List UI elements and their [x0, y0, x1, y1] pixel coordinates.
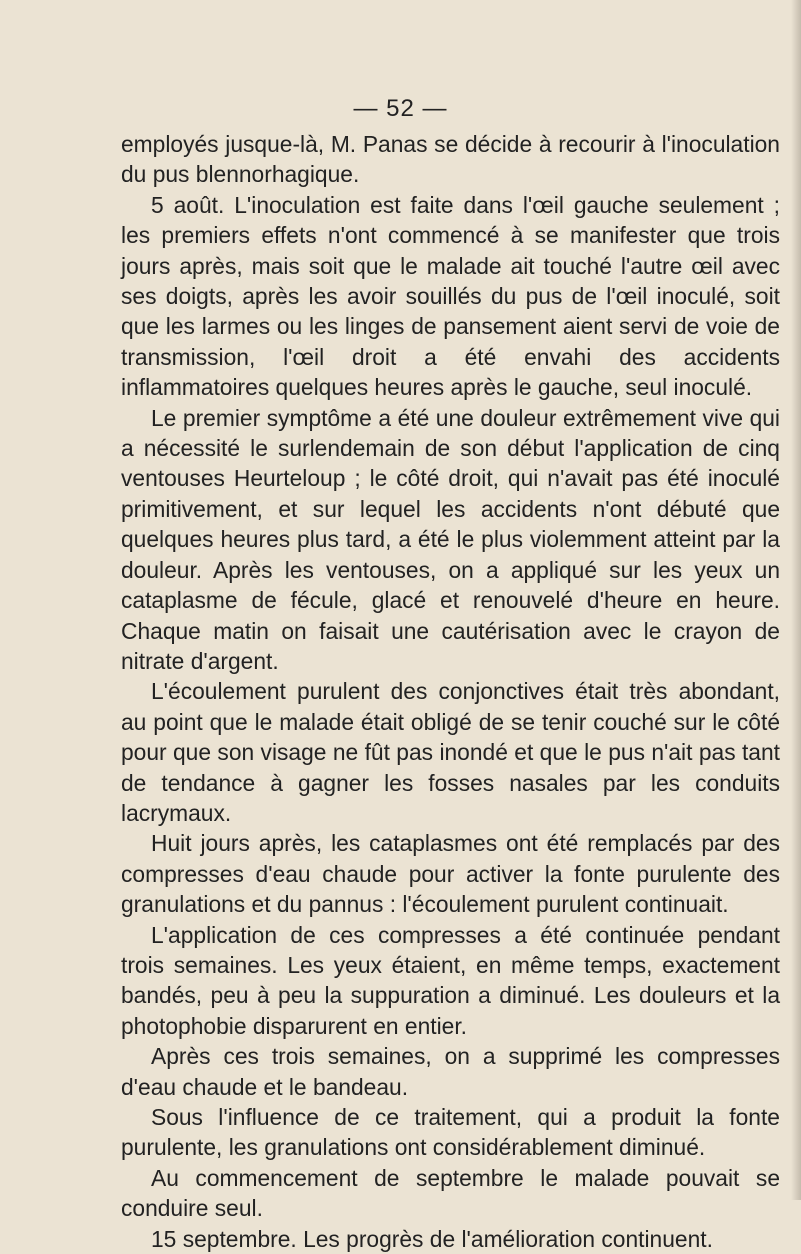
- page-edge-shadow: [791, 0, 801, 1200]
- paragraph: Au commencement de septembre le malade pouvait se conduire seul.: [121, 1164, 780, 1222]
- paragraph: Huit jours après, les cataplasmes ont été remplacés par des compresses d'eau chaude pour activer la fonte purulente des granulations et du pannus : l'écoulement purulent continuait.: [121, 830, 780, 918]
- page-number: — 52 —: [353, 95, 448, 122]
- paragraph: Sous l'influence de ce traitement, qui a produit la fonte purulente, les granulations ont considérablement diminué.: [121, 1104, 780, 1161]
- paragraph: employés jusque-là, M. Panas se décide à recourir à l'inoculation du pus blennorhagique.: [121, 131, 780, 188]
- paragraph: Le premier symptôme a été une douleur extrêmement vive qui a nécessité le surlendemain de son début l'application de cinq ventouses Heurteloup ; le côté droit, qui n'avait pas été inoculé primitivement, et sur lequel les accidents n'ont débuté que quelques heures plus tard, a été le plus violemment atteint par la douleur. Après les ventouses, on a appliqué sur les yeux un cataplasme de fécule, glacé et renouvelé d'heure en heure. Chaque matin on faisait une cautérisation avec le crayon de nitrate d'argent.: [121, 404, 780, 674]
- paragraph: 15 septembre. Les progrès de l'amélioration continuent.: [151, 1225, 713, 1252]
- paragraph: Après ces trois semaines, on a supprimé les compresses d'eau chaude et le bandeau.: [121, 1043, 780, 1100]
- paragraph: 5 août. L'inoculation est faite dans l'œil gauche seulement ; les premiers effets n'ont commencé à se manifester que trois jours après, mais soit que le malade ait touché l'autre œil avec ses doigts, après les avoir souillés du pus de l'œil inoculé, soit que les larmes ou les linges de pansement aient servi de voie de transmission, l'œil droit a été envahi des accidents inflammatoires quelques heures après le gauche, seul inoculé.: [121, 191, 780, 401]
- body-text: [121, 129, 780, 1254]
- paragraph: L'application de ces compresses a été continuée pendant trois semaines. Les yeux étaient, en même temps, exactement bandés, peu à peu la suppuration a diminué. Les douleurs et la photophobie disparurent en entier.: [121, 921, 780, 1039]
- paragraph: L'écoulement purulent des conjonctives était très abondant, au point que le malade était obligé de se tenir couché sur le côté pour que son visage ne fût pas inondé et que le pus n'ait pas tant de tendance à gagner les fosses nasales par les conduits lacrymaux.: [121, 678, 780, 826]
